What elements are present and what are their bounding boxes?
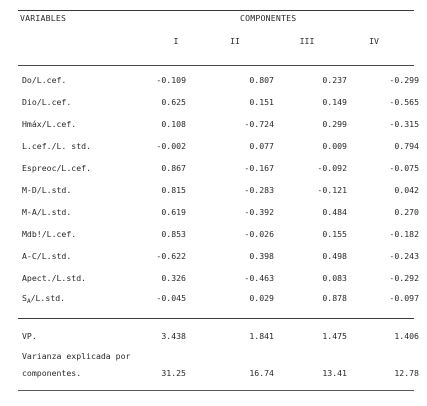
row-label-rest: /L.std. xyxy=(30,293,66,303)
value-cell: 0.009 xyxy=(322,141,347,151)
value-cell: 0.878 xyxy=(322,293,347,303)
value-cell: -0.292 xyxy=(389,273,419,283)
variables-header: VARIABLES xyxy=(20,13,67,23)
value-cell: 0.042 xyxy=(394,185,419,195)
row-label: Apect./L.std. xyxy=(22,273,87,283)
value-cell: 0.029 xyxy=(249,293,274,303)
row-label: Hmáx/L.cef. xyxy=(22,119,77,129)
vp-label: VP. xyxy=(22,331,37,341)
components-header: COMPONENTES xyxy=(240,13,297,23)
value-cell: -0.463 xyxy=(244,273,274,283)
value-cell: -0.724 xyxy=(244,119,274,129)
value-cell: 0.398 xyxy=(249,251,274,261)
value-cell: -0.167 xyxy=(244,163,274,173)
bottom-rule xyxy=(18,390,414,391)
value-cell: -0.075 xyxy=(389,163,419,173)
value-cell: -0.109 xyxy=(156,75,186,85)
row-label: M-D/L.std. xyxy=(22,185,72,195)
value-cell: -0.002 xyxy=(156,141,186,151)
row-label: Espreoc/L.cef. xyxy=(22,163,92,173)
row-label xyxy=(22,293,65,305)
column-header-i: I xyxy=(173,36,179,46)
value-cell: 0.155 xyxy=(322,229,347,239)
value-cell: -0.283 xyxy=(244,185,274,195)
vp-value: 1.841 xyxy=(249,331,274,341)
row-label: Do/L.cef. xyxy=(22,75,67,85)
value-cell: 0.149 xyxy=(322,97,347,107)
vp-value: 1.406 xyxy=(394,331,419,341)
value-cell: 0.815 xyxy=(161,185,186,195)
value-cell: 0.794 xyxy=(394,141,419,151)
value-cell: 0.299 xyxy=(322,119,347,129)
row-label: L.cef./L. std. xyxy=(22,141,92,151)
variance-label-line1: Varianza explicada por xyxy=(22,351,131,361)
value-cell: 0.498 xyxy=(322,251,347,261)
variance-value: 16.74 xyxy=(249,368,274,378)
value-cell: -0.097 xyxy=(389,293,419,303)
row-label-subscript: A xyxy=(26,298,31,305)
value-cell: 0.867 xyxy=(161,163,186,173)
row-label: A-C/L.std. xyxy=(22,251,72,261)
value-cell: 0.083 xyxy=(322,273,347,283)
variance-value: 12.78 xyxy=(394,368,419,378)
row-label: Mdb!/L.cef. xyxy=(22,229,77,239)
value-cell: 0.326 xyxy=(161,273,186,283)
top-rule xyxy=(18,10,414,11)
value-cell: 0.077 xyxy=(249,141,274,151)
variance-value: 13.41 xyxy=(322,368,347,378)
value-cell: -0.299 xyxy=(389,75,419,85)
value-cell: 0.619 xyxy=(161,207,186,217)
column-header-iii: III xyxy=(299,36,315,46)
value-cell: -0.092 xyxy=(317,163,347,173)
column-header-ii: II xyxy=(230,36,240,46)
value-cell: 0.151 xyxy=(249,97,274,107)
value-cell: -0.121 xyxy=(317,185,347,195)
value-cell: 0.625 xyxy=(161,97,186,107)
variance-value: 31.25 xyxy=(161,368,186,378)
variance-label-line2: componentes. xyxy=(22,368,82,378)
value-cell: 0.108 xyxy=(161,119,186,129)
value-cell: -0.243 xyxy=(389,251,419,261)
vp-value: 3.438 xyxy=(161,331,186,341)
row-label-main: S xyxy=(22,293,27,303)
summary-rule xyxy=(18,318,414,319)
vp-value: 1.475 xyxy=(322,331,347,341)
value-cell: -0.045 xyxy=(156,293,186,303)
value-cell: 0.807 xyxy=(249,75,274,85)
value-cell: 0.853 xyxy=(161,229,186,239)
value-cell: -0.182 xyxy=(389,229,419,239)
value-cell: 0.484 xyxy=(322,207,347,217)
row-label: M-A/L.std. xyxy=(22,207,72,217)
value-cell: -0.565 xyxy=(389,97,419,107)
header-rule xyxy=(18,65,414,66)
value-cell: -0.315 xyxy=(389,119,419,129)
column-header-iv: IV xyxy=(369,36,379,46)
value-cell: 0.270 xyxy=(394,207,419,217)
value-cell: -0.622 xyxy=(156,251,186,261)
value-cell: -0.392 xyxy=(244,207,274,217)
value-cell: -0.026 xyxy=(244,229,274,239)
value-cell: 0.237 xyxy=(322,75,347,85)
row-label: Dio/L.cef. xyxy=(22,97,72,107)
